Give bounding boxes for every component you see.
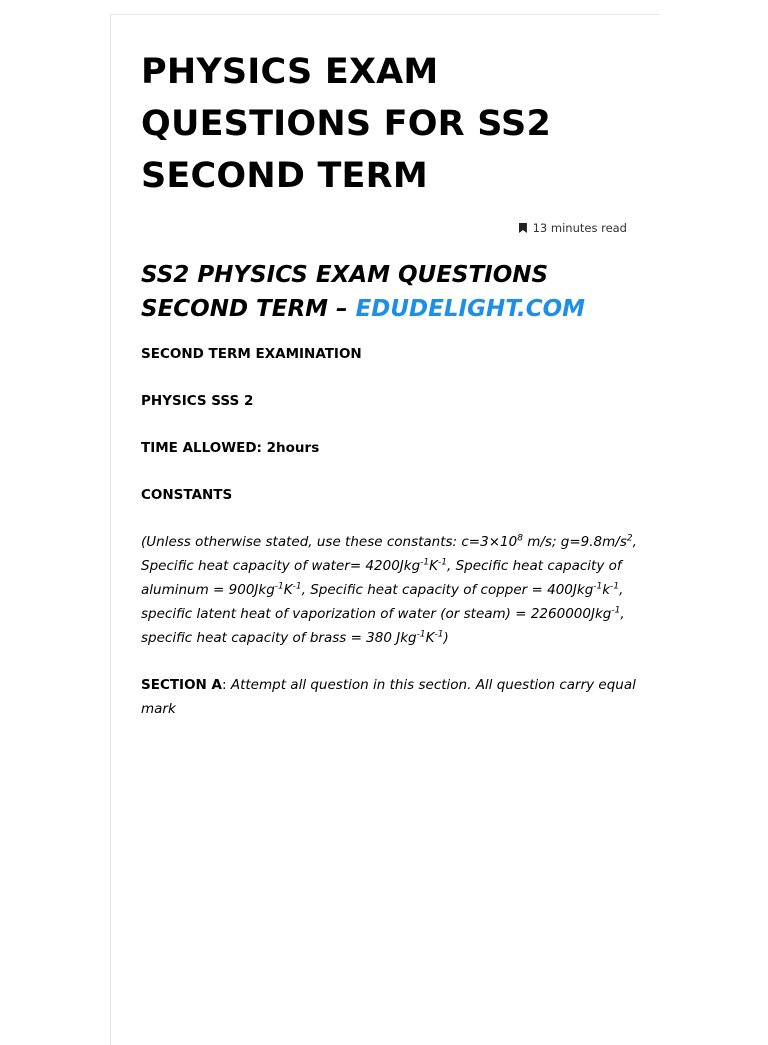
constants-heading: CONSTANTS (141, 487, 233, 503)
bookmark-icon (519, 223, 527, 233)
section-a-instruction: SECTION A: Attempt all question in this section. All question carry equal mark (141, 677, 636, 717)
page-title: PHYSICS EXAM QUESTIONS FOR SS2 SECOND TERM (141, 52, 552, 196)
article-content (141, 46, 641, 721)
read-time-meta (141, 221, 641, 235)
subtitle-text: SS2 PHYSICS EXAM QUESTIONS SECOND TERM – (141, 262, 549, 322)
time-allowed: TIME ALLOWED: 2hours (141, 440, 320, 456)
section-instruction: Attempt all question in this section. All question carry equal mark (141, 677, 636, 717)
edudelight-link[interactable]: EDUDELIGHT.COM (355, 296, 586, 322)
section-label: SECTION A (141, 677, 223, 693)
subject-line: PHYSICS SSS 2 (141, 393, 254, 409)
read-time: 13 minutes read (532, 221, 627, 235)
article-subtitle (141, 258, 641, 326)
exam-heading: SECOND TERM EXAMINATION (141, 346, 362, 362)
constants-text: (Unless otherwise stated, use these constants: $c=3\times 10^8$ m/s; $g=9.8m/s^2$, Specific heat capacity of water= $4200Jkg^{-1}K^{-1}$, Specific heat capacity of aluminum = $900Jkg^{-1}K^{-1}$, Specific heat capacity of copper = $400Jkg^{-1}k^{-1}$, specific latent heat of vaporization of water (or steam) = 2260000Jkg$^{-1}$, specific heat capacity of brass = 380 $Jkg^{-1}K^{-1}$) (141, 533, 637, 646)
